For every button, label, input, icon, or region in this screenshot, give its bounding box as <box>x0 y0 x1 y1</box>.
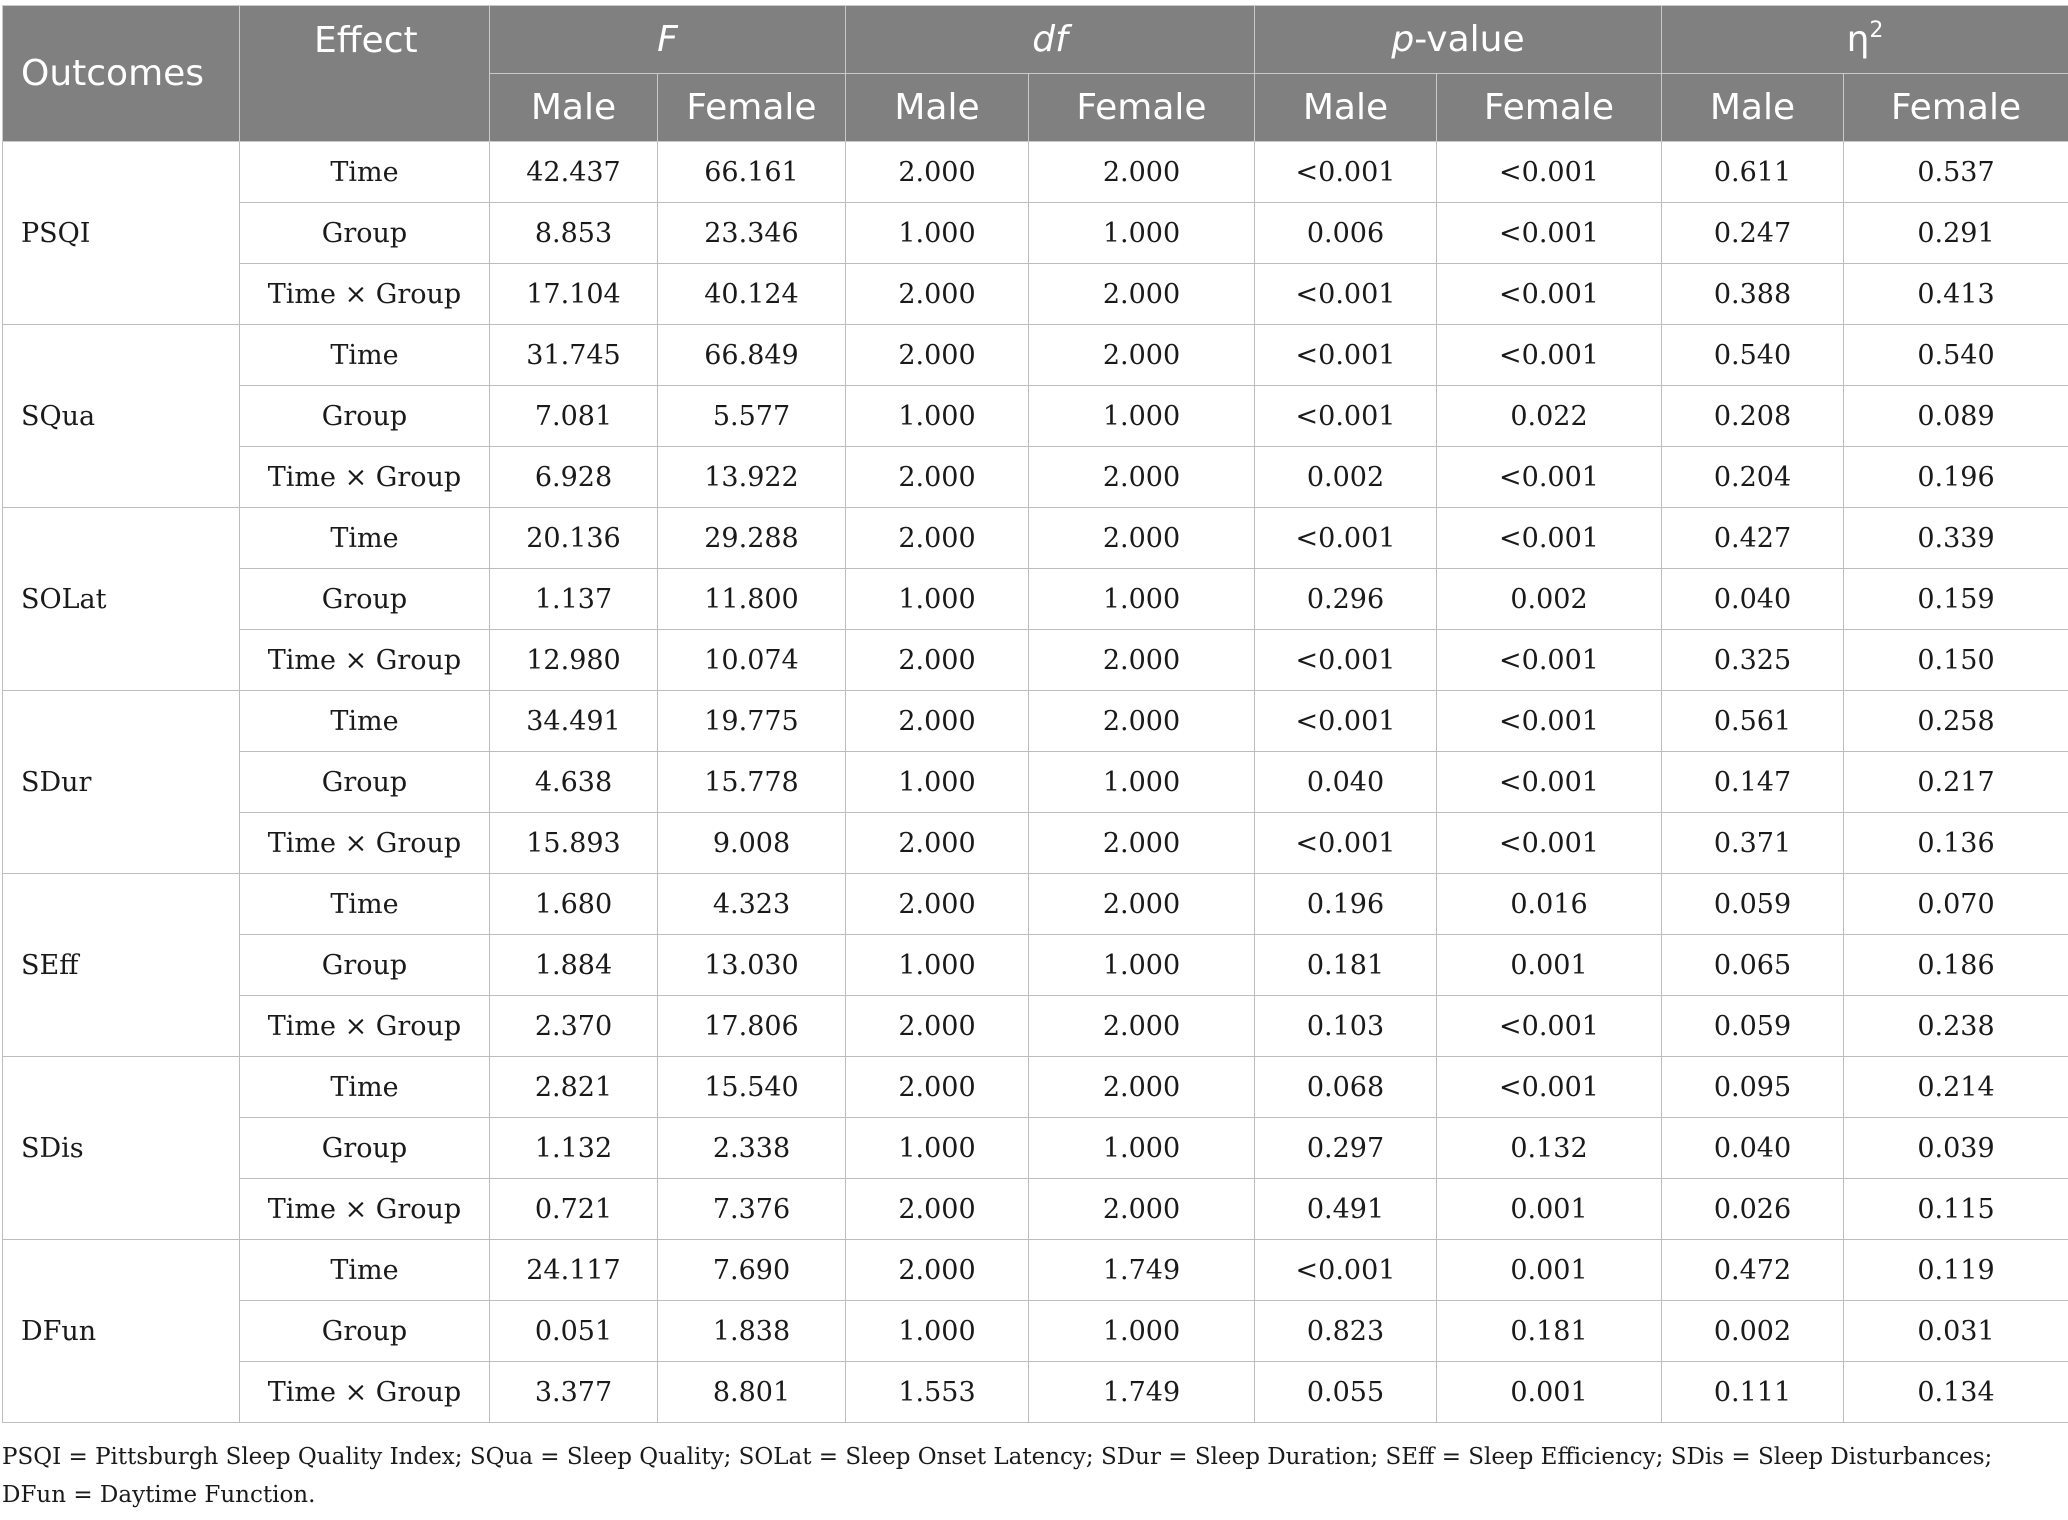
table-row <box>3 569 2068 630</box>
value-cell: 5.577 <box>658 386 846 447</box>
value-cell: 15.540 <box>658 1057 846 1118</box>
value-cell: 1.000 <box>1029 203 1255 264</box>
value-cell: 2.000 <box>1029 996 1255 1057</box>
value-cell: 0.040 <box>1662 569 1844 630</box>
value-cell: 15.778 <box>658 752 846 813</box>
value-cell: 0.491 <box>1255 1179 1437 1240</box>
value-cell: 0.186 <box>1844 935 2068 996</box>
df-header: df <box>846 6 1255 74</box>
value-cell: 8.801 <box>658 1362 846 1423</box>
table-row <box>3 1057 2068 1118</box>
value-cell: 0.427 <box>1662 508 1844 569</box>
value-cell: <0.001 <box>1255 142 1437 203</box>
value-cell: <0.001 <box>1437 447 1662 508</box>
effect-cell: Time × Group <box>240 630 490 691</box>
value-cell: 2.000 <box>846 691 1029 752</box>
value-cell: <0.001 <box>1437 508 1662 569</box>
outcome-cell: DFun <box>3 1240 240 1423</box>
value-cell: 2.338 <box>658 1118 846 1179</box>
value-cell: 1.838 <box>658 1301 846 1362</box>
value-cell: 1.553 <box>846 1362 1029 1423</box>
value-cell: 0.026 <box>1662 1179 1844 1240</box>
value-cell: 2.821 <box>490 1057 658 1118</box>
value-cell: 0.297 <box>1255 1118 1437 1179</box>
effect-header: Effect <box>240 6 490 142</box>
value-cell: 1.000 <box>1029 569 1255 630</box>
table-row <box>3 813 2068 874</box>
value-cell: 1.000 <box>1029 752 1255 813</box>
value-cell: 24.117 <box>490 1240 658 1301</box>
value-cell: 0.119 <box>1844 1240 2068 1301</box>
value-cell: 2.000 <box>846 325 1029 386</box>
effect-cell: Group <box>240 386 490 447</box>
value-cell: 2.000 <box>1029 813 1255 874</box>
value-cell: 0.001 <box>1437 935 1662 996</box>
value-cell: 0.147 <box>1662 752 1844 813</box>
value-cell: 2.000 <box>1029 508 1255 569</box>
value-cell: 29.288 <box>658 508 846 569</box>
value-cell: 0.388 <box>1662 264 1844 325</box>
effect-cell: Time <box>240 508 490 569</box>
f-male-header: Male <box>490 74 658 142</box>
value-cell: 7.376 <box>658 1179 846 1240</box>
effect-cell: Time <box>240 325 490 386</box>
value-cell: <0.001 <box>1255 1240 1437 1301</box>
value-cell: 0.611 <box>1662 142 1844 203</box>
value-cell: 0.196 <box>1255 874 1437 935</box>
table-body <box>3 142 2068 1423</box>
value-cell: 8.853 <box>490 203 658 264</box>
value-cell: 0.150 <box>1844 630 2068 691</box>
value-cell: 2.000 <box>846 874 1029 935</box>
effect-cell: Time × Group <box>240 813 490 874</box>
value-cell: 10.074 <box>658 630 846 691</box>
effect-cell: Time × Group <box>240 264 490 325</box>
effect-cell: Time × Group <box>240 1179 490 1240</box>
table-row <box>3 996 2068 1057</box>
value-cell: <0.001 <box>1437 203 1662 264</box>
value-cell: 1.000 <box>846 569 1029 630</box>
value-cell: 3.377 <box>490 1362 658 1423</box>
value-cell: 20.136 <box>490 508 658 569</box>
value-cell: 0.196 <box>1844 447 2068 508</box>
value-cell: 0.039 <box>1844 1118 2068 1179</box>
value-cell: 0.002 <box>1437 569 1662 630</box>
value-cell: 2.000 <box>1029 264 1255 325</box>
value-cell: 2.000 <box>1029 1057 1255 1118</box>
value-cell: 0.413 <box>1844 264 2068 325</box>
table-row <box>3 874 2068 935</box>
df-female-header: Female <box>1029 74 1255 142</box>
table-row <box>3 1301 2068 1362</box>
value-cell: 2.000 <box>846 1240 1029 1301</box>
value-cell: 0.002 <box>1662 1301 1844 1362</box>
value-cell: 17.806 <box>658 996 846 1057</box>
table-header <box>3 6 2068 142</box>
eta-male-header: Male <box>1662 74 1844 142</box>
p-value-header <box>1255 6 1662 74</box>
value-cell: 2.000 <box>1029 1179 1255 1240</box>
value-cell: 0.134 <box>1844 1362 2068 1423</box>
value-cell: 1.000 <box>846 1118 1029 1179</box>
value-cell: <0.001 <box>1437 142 1662 203</box>
value-cell: 1.000 <box>846 386 1029 447</box>
value-cell: 2.000 <box>846 447 1029 508</box>
table-row <box>3 142 2068 203</box>
value-cell: 9.008 <box>658 813 846 874</box>
value-cell: 1.884 <box>490 935 658 996</box>
value-cell: 0.247 <box>1662 203 1844 264</box>
table-row <box>3 508 2068 569</box>
value-cell: 0.055 <box>1255 1362 1437 1423</box>
outcomes-header: Outcomes <box>3 6 240 142</box>
effect-cell: Time × Group <box>240 996 490 1057</box>
value-cell: 0.115 <box>1844 1179 2068 1240</box>
f-female-header: Female <box>658 74 846 142</box>
effect-cell: Group <box>240 935 490 996</box>
value-cell: 0.561 <box>1662 691 1844 752</box>
value-cell: <0.001 <box>1255 325 1437 386</box>
p-value-header-rest: -value <box>1414 19 1525 60</box>
table-row <box>3 203 2068 264</box>
value-cell: 1.749 <box>1029 1362 1255 1423</box>
value-cell: 2.370 <box>490 996 658 1057</box>
value-cell: 0.040 <box>1255 752 1437 813</box>
value-cell: 0.325 <box>1662 630 1844 691</box>
value-cell: 0.022 <box>1437 386 1662 447</box>
value-cell: 0.002 <box>1255 447 1437 508</box>
effect-cell: Time <box>240 874 490 935</box>
table-row <box>3 691 2068 752</box>
value-cell: 19.775 <box>658 691 846 752</box>
value-cell: 0.258 <box>1844 691 2068 752</box>
header-row-top <box>3 6 2068 74</box>
table-row <box>3 264 2068 325</box>
value-cell: <0.001 <box>1255 691 1437 752</box>
value-cell: 0.001 <box>1437 1362 1662 1423</box>
f-header: F <box>490 6 846 74</box>
outcome-cell: SOLat <box>3 508 240 691</box>
value-cell: 1.749 <box>1029 1240 1255 1301</box>
value-cell: 0.540 <box>1662 325 1844 386</box>
value-cell: <0.001 <box>1437 264 1662 325</box>
effect-cell: Group <box>240 1118 490 1179</box>
value-cell: 4.323 <box>658 874 846 935</box>
value-cell: 0.001 <box>1437 1179 1662 1240</box>
value-cell: 0.721 <box>490 1179 658 1240</box>
value-cell: 66.161 <box>658 142 846 203</box>
value-cell: 0.371 <box>1662 813 1844 874</box>
table-row <box>3 1362 2068 1423</box>
outcome-cell: SEff <box>3 874 240 1057</box>
value-cell: 13.030 <box>658 935 846 996</box>
value-cell: <0.001 <box>1255 630 1437 691</box>
value-cell: 0.001 <box>1437 1240 1662 1301</box>
value-cell: 0.059 <box>1662 996 1844 1057</box>
eta-symbol: η <box>1846 19 1870 60</box>
effect-cell: Time × Group <box>240 1362 490 1423</box>
effect-cell: Group <box>240 203 490 264</box>
value-cell: 0.031 <box>1844 1301 2068 1362</box>
value-cell: 0.070 <box>1844 874 2068 935</box>
value-cell: 1.680 <box>490 874 658 935</box>
value-cell: 0.291 <box>1844 203 2068 264</box>
table-row <box>3 1240 2068 1301</box>
p-female-header: Female <box>1437 74 1662 142</box>
table-footnote: PSQI = Pittsburgh Sleep Quality Index; SQua = Sleep Quality; SOLat = Sleep Onset Latency; SDur = Sleep Duration; SEff = Sleep Efficiency; SDis = Sleep Disturbances; DFun = Daytime Function. <box>2 1444 1993 1508</box>
value-cell: 0.204 <box>1662 447 1844 508</box>
value-cell: 2.000 <box>846 264 1029 325</box>
value-cell: 2.000 <box>846 630 1029 691</box>
value-cell: 1.000 <box>846 1301 1029 1362</box>
effect-cell: Time <box>240 142 490 203</box>
value-cell: <0.001 <box>1255 264 1437 325</box>
value-cell: 1.000 <box>1029 386 1255 447</box>
eta-squared-header <box>1662 6 2068 74</box>
table-row <box>3 752 2068 813</box>
value-cell: <0.001 <box>1437 691 1662 752</box>
value-cell: 6.928 <box>490 447 658 508</box>
value-cell: 31.745 <box>490 325 658 386</box>
value-cell: 17.104 <box>490 264 658 325</box>
value-cell: 7.690 <box>658 1240 846 1301</box>
df-male-header: Male <box>846 74 1029 142</box>
value-cell: 0.095 <box>1662 1057 1844 1118</box>
value-cell: 2.000 <box>1029 325 1255 386</box>
eta-female-header: Female <box>1844 74 2068 142</box>
value-cell: 0.159 <box>1844 569 2068 630</box>
effect-cell: Group <box>240 569 490 630</box>
value-cell: 0.208 <box>1662 386 1844 447</box>
value-cell: 0.339 <box>1844 508 2068 569</box>
value-cell: <0.001 <box>1437 325 1662 386</box>
value-cell: 2.000 <box>846 508 1029 569</box>
outcome-cell: SDur <box>3 691 240 874</box>
value-cell: 1.000 <box>846 752 1029 813</box>
value-cell: 2.000 <box>1029 874 1255 935</box>
value-cell: 2.000 <box>846 813 1029 874</box>
outcome-cell: SDis <box>3 1057 240 1240</box>
value-cell: 0.059 <box>1662 874 1844 935</box>
value-cell: 42.437 <box>490 142 658 203</box>
value-cell: 0.065 <box>1662 935 1844 996</box>
value-cell: 2.000 <box>846 142 1029 203</box>
p-value-header-p: p <box>1391 19 1415 60</box>
effect-cell: Time <box>240 691 490 752</box>
value-cell: <0.001 <box>1437 813 1662 874</box>
value-cell: 0.296 <box>1255 569 1437 630</box>
value-cell: 13.922 <box>658 447 846 508</box>
value-cell: 0.040 <box>1662 1118 1844 1179</box>
value-cell: 2.000 <box>846 996 1029 1057</box>
value-cell: 40.124 <box>658 264 846 325</box>
table-row <box>3 386 2068 447</box>
value-cell: 0.181 <box>1255 935 1437 996</box>
value-cell: 0.540 <box>1844 325 2068 386</box>
value-cell: <0.001 <box>1437 752 1662 813</box>
value-cell: 0.214 <box>1844 1057 2068 1118</box>
p-male-header: Male <box>1255 74 1437 142</box>
value-cell: 1.000 <box>1029 935 1255 996</box>
value-cell: 0.111 <box>1662 1362 1844 1423</box>
results-table <box>2 5 2068 1423</box>
outcome-cell: SQua <box>3 325 240 508</box>
eta-superscript: 2 <box>1869 18 1884 43</box>
value-cell: 12.980 <box>490 630 658 691</box>
table-row <box>3 447 2068 508</box>
value-cell: 2.000 <box>1029 447 1255 508</box>
value-cell: 0.089 <box>1844 386 2068 447</box>
value-cell: 0.068 <box>1255 1057 1437 1118</box>
value-cell: 0.016 <box>1437 874 1662 935</box>
effect-cell: Group <box>240 752 490 813</box>
value-cell: 1.000 <box>846 203 1029 264</box>
value-cell: 34.491 <box>490 691 658 752</box>
value-cell: 0.132 <box>1437 1118 1662 1179</box>
value-cell: <0.001 <box>1437 1057 1662 1118</box>
value-cell: 0.472 <box>1662 1240 1844 1301</box>
value-cell: 0.136 <box>1844 813 2068 874</box>
value-cell: 1.137 <box>490 569 658 630</box>
value-cell: 23.346 <box>658 203 846 264</box>
value-cell: 0.537 <box>1844 142 2068 203</box>
value-cell: <0.001 <box>1255 508 1437 569</box>
value-cell: <0.001 <box>1255 813 1437 874</box>
value-cell: 2.000 <box>1029 630 1255 691</box>
value-cell: <0.001 <box>1437 630 1662 691</box>
value-cell: 1.000 <box>1029 1118 1255 1179</box>
table-row <box>3 1118 2068 1179</box>
value-cell: 2.000 <box>846 1057 1029 1118</box>
value-cell: 11.800 <box>658 569 846 630</box>
table-row <box>3 630 2068 691</box>
effect-cell: Time <box>240 1240 490 1301</box>
value-cell: 1.000 <box>846 935 1029 996</box>
value-cell: 0.103 <box>1255 996 1437 1057</box>
effect-cell: Time × Group <box>240 447 490 508</box>
value-cell: 1.000 <box>1029 1301 1255 1362</box>
value-cell: 0.823 <box>1255 1301 1437 1362</box>
effect-cell: Group <box>240 1301 490 1362</box>
value-cell: <0.001 <box>1255 386 1437 447</box>
value-cell: 2.000 <box>1029 691 1255 752</box>
value-cell: 1.132 <box>490 1118 658 1179</box>
value-cell: 2.000 <box>1029 142 1255 203</box>
value-cell: 0.181 <box>1437 1301 1662 1362</box>
outcome-cell: PSQI <box>3 142 240 325</box>
value-cell: 0.051 <box>490 1301 658 1362</box>
table-row <box>3 325 2068 386</box>
value-cell: 0.217 <box>1844 752 2068 813</box>
value-cell: 0.238 <box>1844 996 2068 1057</box>
value-cell: 0.006 <box>1255 203 1437 264</box>
value-cell: <0.001 <box>1437 996 1662 1057</box>
table-row <box>3 1179 2068 1240</box>
value-cell: 66.849 <box>658 325 846 386</box>
effect-cell: Time <box>240 1057 490 1118</box>
table-row <box>3 935 2068 996</box>
value-cell: 4.638 <box>490 752 658 813</box>
value-cell: 7.081 <box>490 386 658 447</box>
value-cell: 15.893 <box>490 813 658 874</box>
value-cell: 2.000 <box>846 1179 1029 1240</box>
